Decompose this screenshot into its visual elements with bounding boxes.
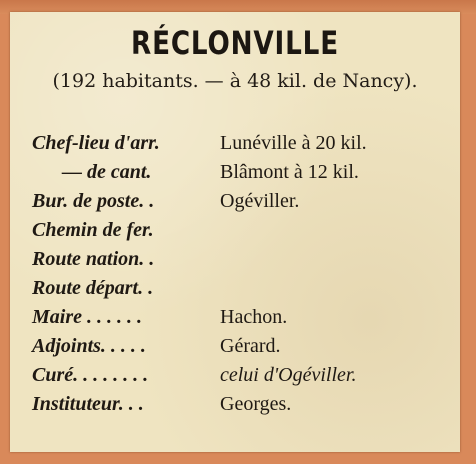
entry-label: Chemin de fer. xyxy=(32,219,154,241)
entry-label: Bur. de poste. . xyxy=(32,190,155,212)
entry-value: Lunéville à 20 kil. xyxy=(220,132,367,154)
page-title: RÉCLONVILLE xyxy=(131,24,339,62)
entry-label: Chef-lieu d'arr. xyxy=(32,132,160,154)
entry-label: Route nation. . xyxy=(32,248,155,270)
entry-label: Adjoints. . . . . xyxy=(32,335,146,357)
entry-value: Ogéviller. xyxy=(220,190,300,212)
entry-value: Georges. xyxy=(220,393,292,415)
entry-value: Gérard. xyxy=(220,335,281,357)
document-page xyxy=(10,12,460,452)
entry-value: Hachon. xyxy=(220,306,288,328)
entry-value: Blâmont à 12 kil. xyxy=(220,161,359,183)
entry-label: Curé. . . . . . . . xyxy=(32,364,149,386)
entry-label: Maire . . . . . . xyxy=(32,306,142,328)
entry-label: — de cant. xyxy=(62,161,152,183)
entry-label: Route départ. . xyxy=(32,277,154,299)
entry-label: Instituteur. . . xyxy=(32,393,144,415)
page-subtitle: (192 habitants. — à 48 kil. de Nancy). xyxy=(52,70,418,92)
entry-value: celui d'Ogéviller. xyxy=(220,364,357,386)
